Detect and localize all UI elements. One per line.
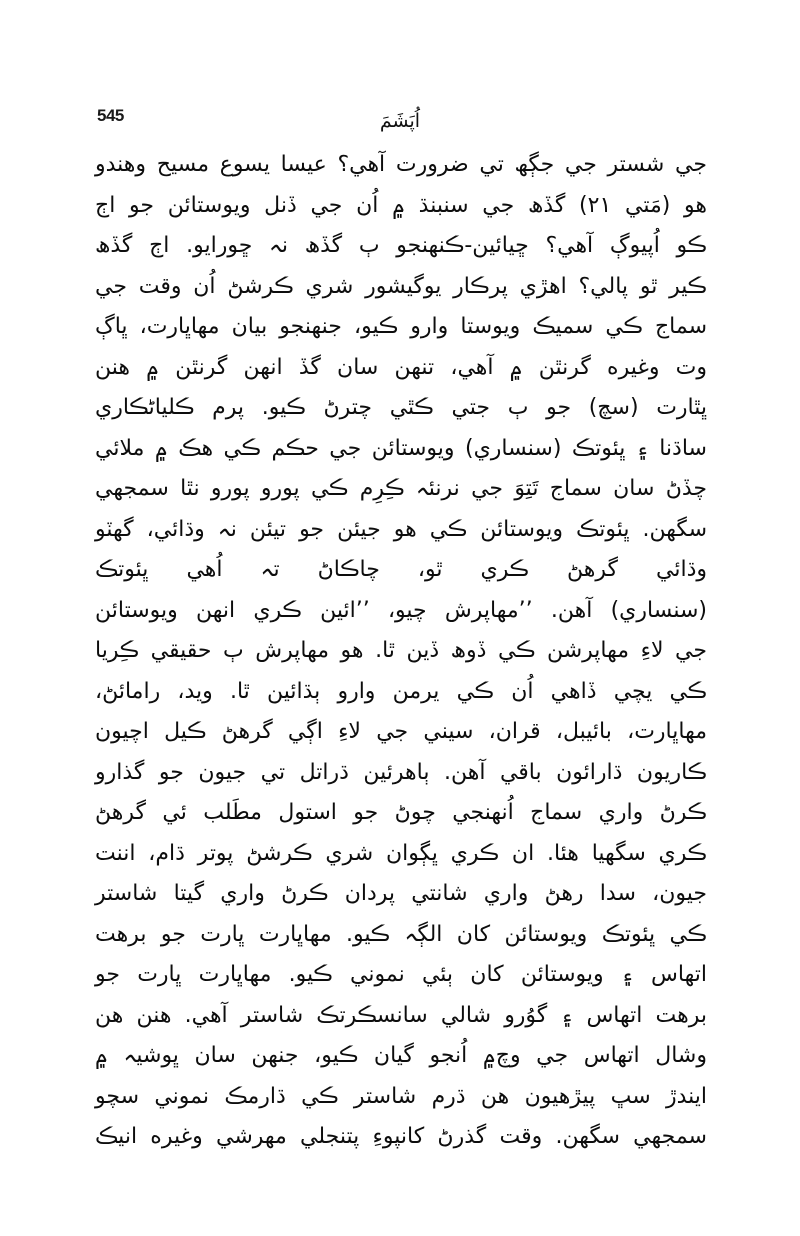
text-line: ڪاريون ڌارائون باقي آهن. ٻاهرئين ڌراتل تي جيون جو گذارو [95, 759, 707, 785]
text-line: ڪو اُپيوڳ آهي؟ ڇيائين-ڪنهنجو ٻ گڏھ نہ ڇورايو. اڄ گڏھ [95, 233, 707, 258]
text-line: جيون، سدا رهڻ واري شانتي پردان ڪرڻ واري گيتا شاستر [95, 881, 707, 906]
text-line: برهت اتهاس ۽ گوُرو شالي سانسڪرتڪ شاستر آهي. هنن هن [95, 1002, 707, 1028]
text-line: وڌائي گرهڻ ڪري ٿو، چاڪاڻ تہ اُهي ڀئوتڪ [95, 557, 707, 582]
text-line: ايندڙ سڀ پيڙهيون هن ڌرم شاستر ڪي ڌارمڪ نموني سچو [95, 1083, 707, 1109]
text-line: ڪي يچي ڏاهي اُن ڪي يرمن وارو ٻڌائين ٿا. ويد، رامائڻ، [95, 678, 707, 704]
text-line: ڪري سگهيا هئا. ان ڪري ڀڳوان شري ڪرشڻ پوتر ڌام، اننت [95, 840, 707, 866]
text-line: ڪير ٿو پالي؟ اهڙي پرڪار يوگيشور شري ڪرشڻ اُن وقت جي [95, 273, 707, 299]
text-line: ساڌنا ۽ ڀئوتڪ (سنساري) ويوستائن جي حڪم ڪي هڪ ۾ ملائي [95, 435, 707, 461]
text-line: جي شستر جي جڳھ تي ضرورت آهي؟ عيسا يسوع مسيح وهندو [95, 152, 707, 177]
text-line: (سنساري) آهن. ’’مهاپرش چيو، ’’ائين ڪري انهن ويوستائن [95, 597, 707, 623]
text-line: ڪرڻ واري سماج اُنهنجي چوڻ جو استول مطَلب ئي گرهڻ [95, 800, 707, 825]
text-line: چڏڻ سان سماج تَتِوَ جي نرنئہ ڪِرِم ڪي پورو پورو نٿا سمجهي [95, 476, 707, 501]
text-line: وشال اتهاس جي وچ۾ اُنجو گيان ڪيو، جنهن سان ڀوشيہ ۾ [95, 1043, 707, 1068]
text-line: ڪي ڀئوتڪ ويوستائن کان الڳہ ڪيو. مهاڀارت ڀارت جو برهت [95, 921, 707, 947]
text-line: اتهاس ۽ ويوستائن کان ٻئي نموني ڪيو. مهاڀارت ڀارت جو [95, 962, 707, 987]
text-line: مهاڀارت، بائيبل، قران، سيني جي لاءِ اڳي گرهڻ ڪيل اچيون [95, 719, 707, 744]
text-line: وت وغيره گرنٿن ۾ آهي، تنهن سان گڏ انهن گرنٿن ۾ هنن [95, 354, 707, 380]
text-line: هو (مَتي ٢١) گڏھ جي سنبنڌ ۾ اُن جي ڏنل ويوستائن جو اڄ [95, 192, 707, 218]
text-line: سگهن. ڀئوتڪ ويوستائن ڪي هو جيئن جو تيئن نہ وڌائي، گھٽو [95, 516, 707, 542]
body-text [95, 145, 707, 1158]
text-line: سماج ڪي سميڪ ويوستا وارو ڪيو، جنهنجو بيان مهاڀارت، ڀاڳ [95, 314, 707, 339]
page-number: 545 [97, 106, 124, 125]
running-header: اُپَشَمَ [379, 110, 421, 132]
text-line: جي لاءِ مهاپرشن ڪي ڏوھ ڏين ٿا. هو مهاپرش ٻ حقيقي ڪِريا [95, 638, 707, 663]
text-line: سمجهي سگهن. وقت گذرڻ کانپوءِ پتنجلي مهرشي وغيره انيڪ [95, 1124, 707, 1149]
text-line: ڀٿارت (سچ) جو ٻ جتي ڪٿي چترڻ ڪيو. پرم ڪلياڻڪاري [95, 395, 707, 420]
